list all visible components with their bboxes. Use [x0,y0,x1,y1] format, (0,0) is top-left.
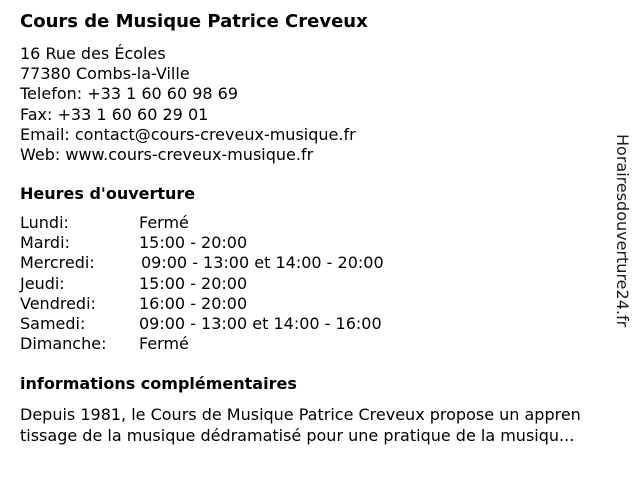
website-address: Web: www.cours-creveux-musique.fr [20,145,314,165]
description-line: Depuis 1981, le Cours de Musique Patrice Creveux propose un appren [20,405,581,424]
email-address: Email: contact@cours-creveux-musique.fr [20,124,356,144]
contact-block [20,44,356,165]
address-city: 77380 Combs-la-Ville [20,64,190,84]
additional-info-heading: informations complémentaires [20,374,297,393]
hours-row-friday [20,294,440,314]
day-hours: 16:00 - 20:00 [139,293,248,313]
hours-row-monday [20,213,440,233]
day-label: Mercredi: [20,253,95,273]
day-hours: 09:00 - 13:00 et 14:00 - 16:00 [139,313,382,333]
site-watermark [611,134,633,344]
watermark-text: Horairesdouverture24.fr [613,134,632,328]
fax-number: Fax: +33 1 60 60 29 01 [20,104,209,124]
day-label: Vendredi: [20,293,96,313]
opening-hours-table [20,213,440,354]
day-label: Mardi: [20,233,70,253]
day-hours: 15:00 - 20:00 [139,273,248,293]
address-street: 16 Rue des Écoles [20,44,166,63]
description-line: tissage de la musique dédramatisé pour une pratique de la musiqu... [20,426,575,445]
hours-row-saturday [20,314,440,334]
hours-row-sunday [20,334,440,354]
hours-row-thursday [20,274,440,294]
day-hours: 15:00 - 20:00 [139,233,248,253]
day-label: Lundi: [20,213,69,232]
phone-number: Telefon: +33 1 60 60 98 69 [20,84,239,104]
day-hours: 09:00 - 13:00 et 14:00 - 20:00 [141,253,384,273]
hours-row-wednesday [20,253,440,273]
day-hours: Fermé [139,334,189,354]
day-label: Samedi: [20,313,86,333]
hours-row-tuesday [20,233,440,253]
opening-hours-heading: Heures d'ouverture [20,184,196,203]
description-text [20,404,632,446]
business-name: Cours de Musique Patrice Creveux [20,11,368,32]
day-label: Jeudi: [20,273,65,293]
day-label: Dimanche: [20,334,107,354]
day-hours: Fermé [139,213,189,232]
